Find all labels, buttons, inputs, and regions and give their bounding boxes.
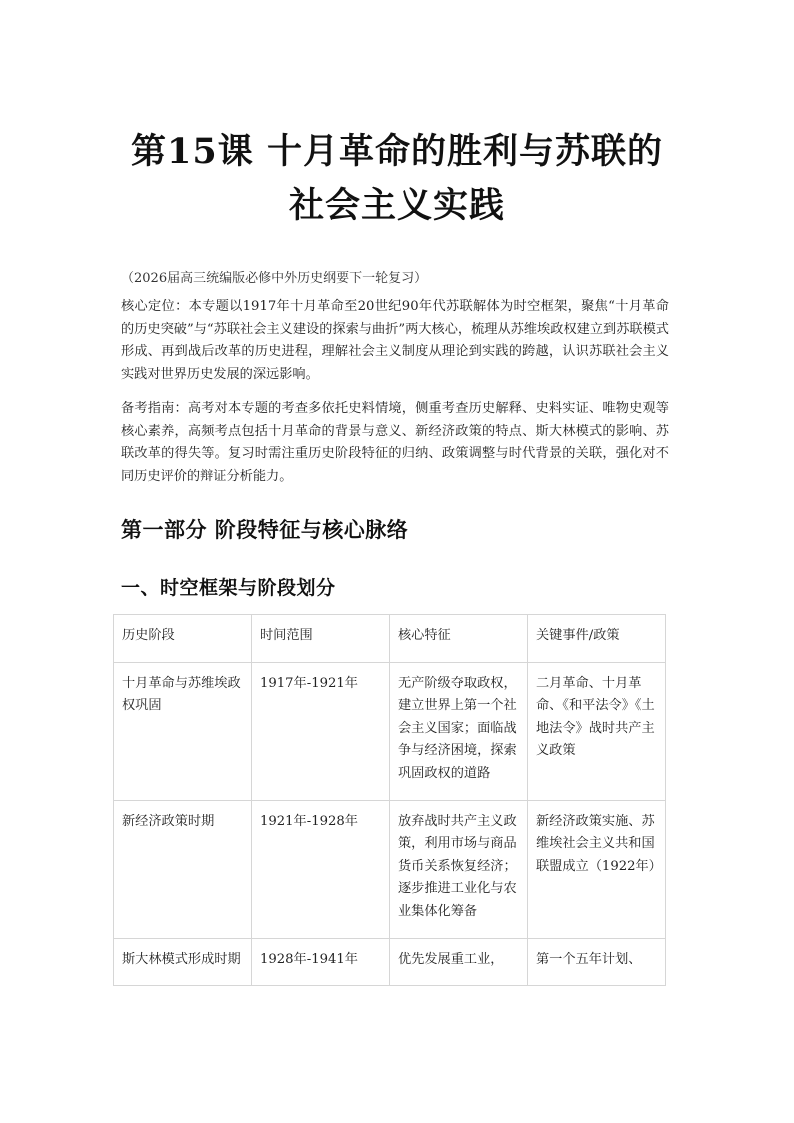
- features-cell: 优先发展重工业，: [390, 938, 528, 986]
- features-cell: 无产阶级夺取政权，建立世界上第一个社会主义国家；面临战争与经济困境，探索巩固政权的道路: [390, 662, 528, 800]
- stage-cell: 新经济政策时期: [114, 800, 252, 938]
- features-cell: 放弃战时共产主义政策，利用市场与商品货币关系恢复经济；逐步推进工业化与农业集体化筹备: [390, 800, 528, 938]
- table-row: [114, 938, 666, 986]
- table-header-cell: 历史阶段: [114, 615, 252, 663]
- table-row: [114, 662, 666, 800]
- core-positioning-paragraph: 核心定位：本专题以1917年十月革命至20世纪90年代苏联解体为时空框架，聚焦“十月革命的历史突破”与“苏联社会主义建设的探索与曲折”两大核心，梳理从苏维埃政权建立到苏联模式形成、再到战后改革的历史进程，理解社会主义制度从理论到实践的跨越，认识苏联社会主义实践对世界历史发展的深远影响。: [121, 299, 669, 382]
- page-bottom-margin: [0, 1022, 794, 1123]
- period-cell: 1917年-1921年: [252, 662, 390, 800]
- stage-cell-text: 斯大林模式形成时期: [122, 951, 241, 967]
- period-cell: 1928年-1941年: [252, 938, 390, 986]
- stage-table: [113, 614, 666, 986]
- table-header-cell: 关键事件/政策: [528, 615, 666, 663]
- stage-cell: [114, 938, 252, 986]
- section-heading: 一、时空框架与阶段划分: [121, 577, 336, 599]
- table-header-cell: 时间范围: [252, 615, 390, 663]
- table-header-row: [114, 615, 666, 663]
- exam-guide-paragraph: 备考指南：高考对本专题的考查多依托史料情境，侧重考查历史解释、史料实证、唯物史观等核心素养，高频考点包括十月革命的背景与意义、新经济政策的特点、斯大林模式的影响、苏联改革的得失等。复习时需注重历史阶段特征的归纳、政策调整与时代背景的关联，强化对不同历史评价的辩证分析能力。: [121, 401, 669, 484]
- part-heading: 第一部分 阶段特征与核心脉络: [121, 517, 409, 542]
- events-cell: 新经济政策实施、苏维埃社会主义共和国联盟成立（1922年）: [528, 800, 666, 938]
- document-subtitle: （2026届高三统编版必修中外历史纲要下一轮复习）: [121, 271, 428, 286]
- document-title-line-1: 第15课 十月革命的胜利与苏联的: [131, 131, 663, 172]
- stage-cell: 十月革命与苏维埃政权巩固: [114, 662, 252, 800]
- table-header-cell: 核心特征: [390, 615, 528, 663]
- events-cell: 第一个五年计划、: [528, 938, 666, 986]
- table-row: [114, 800, 666, 938]
- period-cell: 1921年-1928年: [252, 800, 390, 938]
- events-cell: 二月革命、十月革命、《和平法令》《土地法令》战时共产主义政策: [528, 662, 666, 800]
- document-title-line-2: 社会主义实践: [288, 185, 505, 226]
